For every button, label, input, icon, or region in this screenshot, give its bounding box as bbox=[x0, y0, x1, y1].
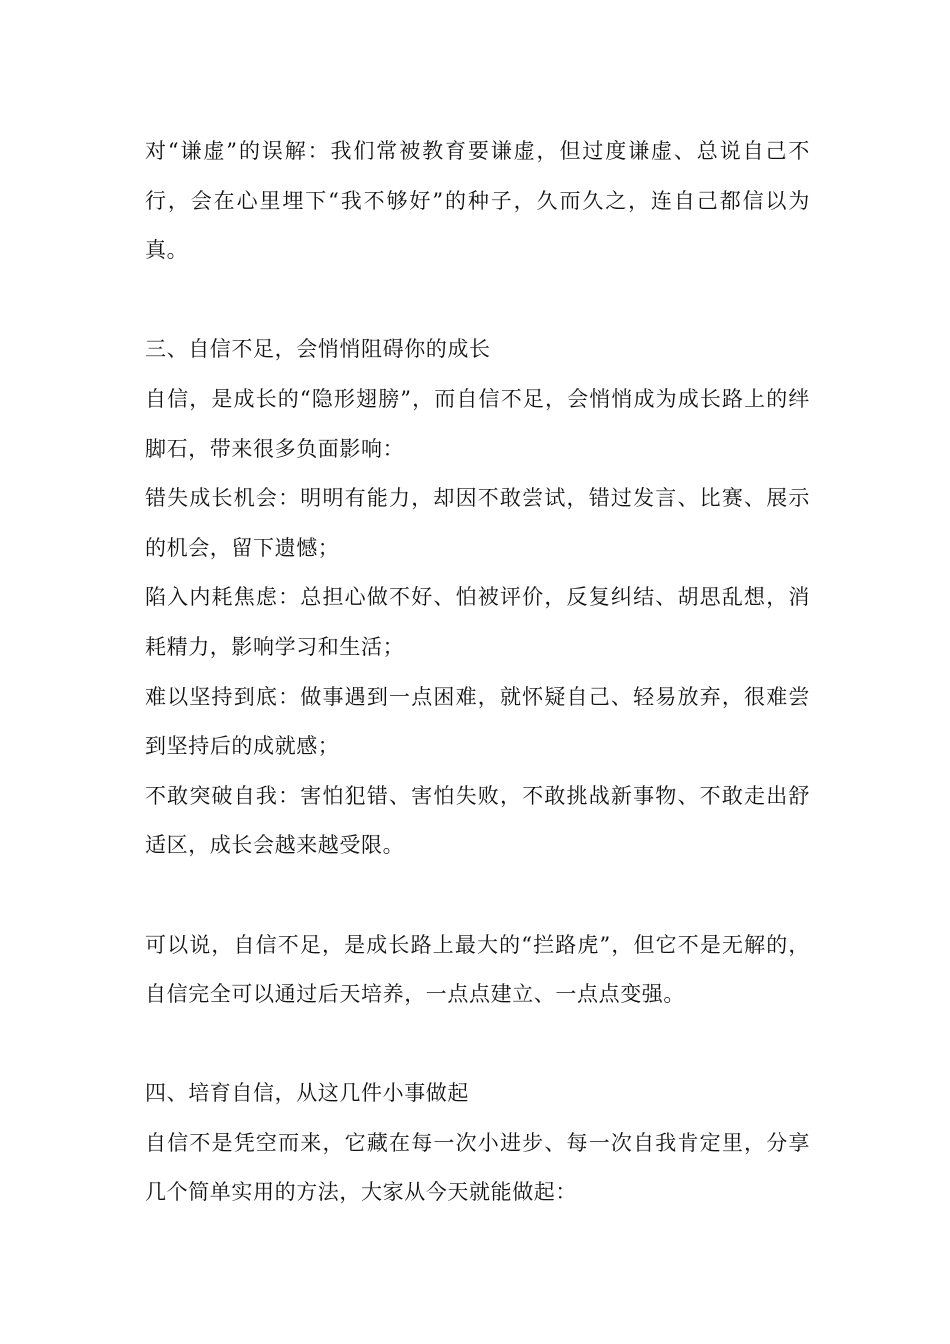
paragraph-summary: 可以说，自信不足，是成长路上最大的“拦路虎”，但它不是无解的，自信完全可以通过后天培养，一点点建立、一点点变强。 bbox=[145, 932, 810, 1007]
paragraph-confidence-wings: 自信，是成长的“隐形翅膀”，而自信不足，会悄悄成为成长路上的绊脚石，带来很多负面影响： bbox=[145, 386, 810, 461]
paragraph-spacer bbox=[145, 871, 810, 921]
paragraph-modesty-misunderstanding: 对“谦虚”的误解：我们常被教育要谦虚，但过度谦虚、总说自己不行，会在心里埋下“我不够好”的种子，久而久之，连自己都信以为真。 bbox=[145, 139, 810, 263]
list-item-persistence: 难以坚持到底：做事遇到一点困难，就怀疑自己、轻易放弃，很难尝到坚持后的成就感； bbox=[145, 684, 810, 759]
section-heading-three: 三、自信不足，会悄悄阻碍你的成长 bbox=[145, 337, 491, 362]
list-item-anxiety: 陷入内耗焦虑：总担心做不好、怕被评价，反复纠结、胡思乱想，消耗精力，影响学习和生活； bbox=[145, 585, 810, 659]
list-item-breakthrough: 不敢突破自我：害怕犯错、害怕失败，不敢挑战新事物、不敢走出舒适区，成长会越来越受限。 bbox=[145, 783, 810, 858]
paragraph-build-confidence: 自信不是凭空而来，它藏在每一次小进步、每一次自我肯定里，分享几个简单实用的方法，大家从今天就能做起： bbox=[145, 1130, 810, 1205]
paragraph-spacer bbox=[145, 1020, 810, 1070]
list-item-missed-opportunities: 错失成长机会：明明有能力，却因不敢尝试，错过发言、比赛、展示的机会，留下遗憾； bbox=[145, 486, 810, 560]
section-heading-four: 四、培育自信，从这几件小事做起 bbox=[145, 1081, 469, 1106]
paragraph-spacer bbox=[145, 276, 810, 326]
document-body bbox=[145, 127, 810, 1218]
